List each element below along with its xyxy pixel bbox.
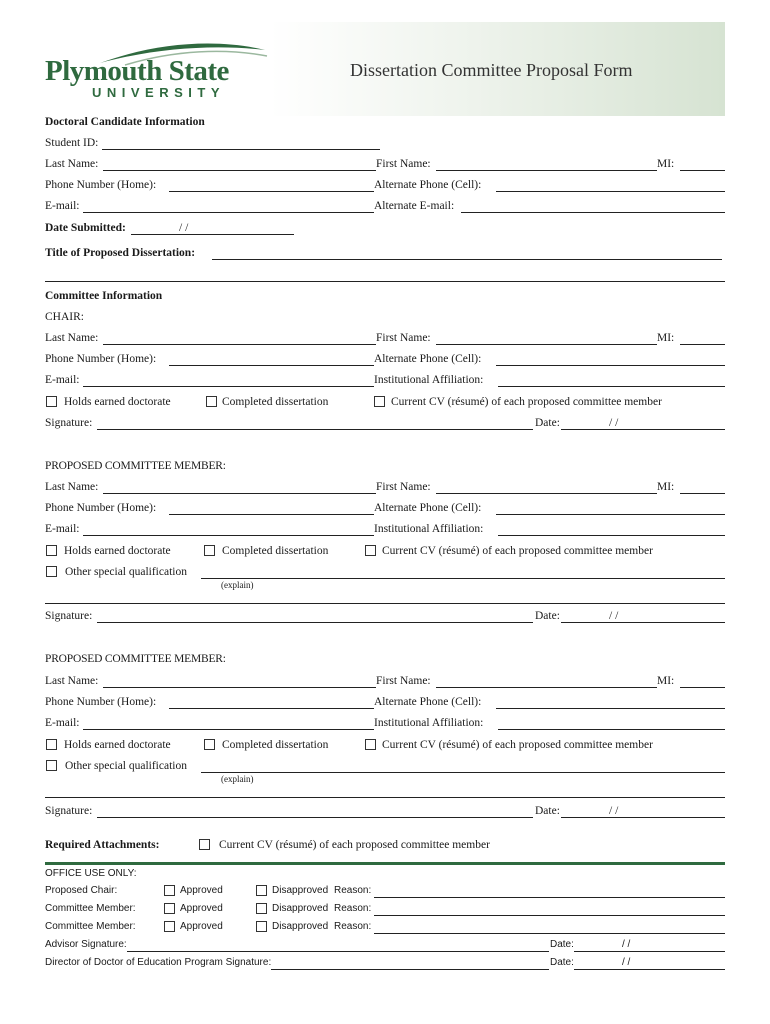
member1-name-row <box>45 480 725 496</box>
member2-date-slashes: / / <box>609 805 619 817</box>
member2-other-row <box>45 759 725 775</box>
office-member1-row <box>45 902 725 918</box>
member2-mi-field[interactable] <box>680 687 725 688</box>
office-chair-label: Proposed Chair: <box>45 885 118 896</box>
student-id-field[interactable] <box>102 149 380 150</box>
member2-doctorate-label: Holds earned doctorate <box>64 739 171 751</box>
office-chair-reason-label: Reason: <box>334 885 372 896</box>
email-field[interactable] <box>83 212 374 213</box>
advisor-signature-row <box>45 938 725 954</box>
member2-cv-label: Current CV (résumé) of each proposed committee member <box>382 739 653 751</box>
chair-doctorate-checkbox[interactable] <box>46 396 57 407</box>
member2-phone-label: Phone Number (Home): <box>45 696 157 708</box>
member2-phone-field[interactable] <box>169 708 374 709</box>
last-name-field[interactable] <box>103 170 376 171</box>
chair-affiliation-label: Institutional Affiliation: <box>374 374 484 386</box>
chair-alt-phone-field[interactable] <box>496 365 725 366</box>
director-date-slashes: / / <box>622 957 631 968</box>
member1-phone-row <box>45 501 725 517</box>
first-name-label: First Name: <box>376 158 431 170</box>
date-submitted-row <box>45 221 725 237</box>
member2-affiliation-field[interactable] <box>498 729 725 730</box>
member1-last-name-field[interactable] <box>103 493 376 494</box>
member2-other-field[interactable] <box>201 772 725 773</box>
member1-first-name-label: First Name: <box>376 481 431 493</box>
advisor-date-field[interactable] <box>574 951 725 952</box>
chair-email-label: E-mail: <box>45 374 80 386</box>
alt-phone-field[interactable] <box>496 191 725 192</box>
alt-email-label: Alternate E-mail: <box>374 200 455 212</box>
office-chair-row <box>45 884 725 900</box>
chair-first-name-field[interactable] <box>436 344 657 345</box>
member2-date-label: Date: <box>535 805 560 817</box>
attachments-label: Required Attachments: <box>45 839 160 851</box>
director-signature-row <box>45 956 725 972</box>
member2-other-label: Other special qualification <box>65 760 187 772</box>
chair-phone-row <box>45 352 725 368</box>
office-member2-row <box>45 920 725 936</box>
office-member1-reason-field[interactable] <box>374 915 725 916</box>
member2-signature-field[interactable] <box>97 817 533 818</box>
chair-last-name-field[interactable] <box>103 344 376 345</box>
chair-cv-label: Current CV (résumé) of each proposed committee member <box>391 396 662 408</box>
office-heading-row <box>45 867 725 883</box>
member1-phone-field[interactable] <box>169 514 374 515</box>
office-chair-disapproved-checkbox[interactable] <box>256 885 267 896</box>
candidate-email-row <box>45 199 725 215</box>
chair-affiliation-field[interactable] <box>498 386 725 387</box>
office-member2-disapproved-checkbox[interactable] <box>256 921 267 932</box>
office-member1-disapproved-checkbox[interactable] <box>256 903 267 914</box>
member1-cv-label: Current CV (résumé) of each proposed committee member <box>382 545 653 557</box>
member1-signature-field[interactable] <box>97 622 533 623</box>
member2-first-name-label: First Name: <box>376 675 431 687</box>
member1-dissertation-checkbox[interactable] <box>204 545 215 556</box>
member1-phone-label: Phone Number (Home): <box>45 502 157 514</box>
member1-heading-row <box>45 459 725 475</box>
date-submitted-field[interactable] <box>131 234 294 235</box>
dissertation-title-field[interactable] <box>212 259 722 260</box>
member2-last-name-field[interactable] <box>103 687 376 688</box>
office-chair-approved-checkbox[interactable] <box>164 885 175 896</box>
member1-affiliation-field[interactable] <box>498 535 725 536</box>
member1-email-field[interactable] <box>83 535 374 536</box>
section-doctoral-heading <box>45 115 725 131</box>
chair-dissertation-label: Completed dissertation <box>222 396 329 408</box>
alt-phone-label: Alternate Phone (Cell): <box>374 179 482 191</box>
chair-mi-label: MI: <box>657 332 675 344</box>
office-member2-reason-label: Reason: <box>334 921 372 932</box>
member1-mi-label: MI: <box>657 481 675 493</box>
chair-qualifications-row <box>45 395 725 411</box>
student-id-row <box>45 136 725 152</box>
phone-home-label: Phone Number (Home): <box>45 179 157 191</box>
member2-qualifications-row <box>45 738 725 754</box>
member2-heading: PROPOSED COMMITTEE MEMBER: <box>45 653 226 665</box>
director-date-field[interactable] <box>574 969 725 970</box>
email-label: E-mail: <box>45 200 80 212</box>
office-member1-reason-label: Reason: <box>334 903 372 914</box>
member2-dissertation-label: Completed dissertation <box>222 739 329 751</box>
candidate-name-row <box>45 157 725 173</box>
chair-date-field[interactable] <box>561 429 725 430</box>
member2-name-row <box>45 674 725 690</box>
member1-alt-phone-field[interactable] <box>496 514 725 515</box>
chair-cv-checkbox[interactable] <box>374 396 385 407</box>
committee-heading-row <box>45 289 725 305</box>
member2-other-checkbox[interactable] <box>46 760 57 771</box>
chair-signature-label: Signature: <box>45 417 93 429</box>
member1-email-label: E-mail: <box>45 523 80 535</box>
chair-last-name-label: Last Name: <box>45 332 99 344</box>
chair-dissertation-checkbox[interactable] <box>206 396 217 407</box>
form-title: Dissertation Committee Proposal Form <box>350 60 633 80</box>
member2-heading-row <box>45 652 725 668</box>
chair-heading-row <box>45 310 725 326</box>
member1-dissertation-label: Completed dissertation <box>222 545 329 557</box>
member1-affiliation-label: Institutional Affiliation: <box>374 523 484 535</box>
office-member2-label: Committee Member: <box>45 921 136 932</box>
member2-alt-phone-field[interactable] <box>496 708 725 709</box>
chair-mi-field[interactable] <box>680 344 725 345</box>
dissertation-title-row <box>45 246 725 262</box>
university-logo <box>45 38 229 100</box>
office-member1-approved-label: Approved <box>180 903 223 914</box>
member1-signature-label: Signature: <box>45 610 93 622</box>
member1-first-name-field[interactable] <box>436 493 657 494</box>
phone-home-field[interactable] <box>169 191 374 192</box>
advisor-signature-label: Advisor Signature: <box>45 939 127 950</box>
office-member2-reason-field[interactable] <box>374 933 725 934</box>
office-member1-approved-checkbox[interactable] <box>164 903 175 914</box>
member1-alt-phone-label: Alternate Phone (Cell): <box>374 502 482 514</box>
date-submitted-slashes: / / <box>179 222 189 234</box>
chair-phone-label: Phone Number (Home): <box>45 353 157 365</box>
member1-explain-note: (explain) <box>221 580 254 590</box>
office-heading: OFFICE USE ONLY: <box>45 868 137 879</box>
member2-affiliation-label: Institutional Affiliation: <box>374 717 484 729</box>
chair-signature-row <box>45 416 725 432</box>
member2-alt-phone-label: Alternate Phone (Cell): <box>374 696 482 708</box>
director-date-label: Date: <box>550 957 574 968</box>
chair-date-label: Date: <box>535 417 560 429</box>
member2-first-name-field[interactable] <box>436 687 657 688</box>
member2-last-name-label: Last Name: <box>45 675 99 687</box>
office-divider <box>45 862 725 865</box>
office-member1-disapproved-label: Disapproved <box>272 903 329 914</box>
member1-doctorate-checkbox[interactable] <box>46 545 57 556</box>
member2-doctorate-checkbox[interactable] <box>46 739 57 750</box>
attachments-cv-label: Current CV (résumé) of each proposed committee member <box>219 839 490 851</box>
office-member2-disapproved-label: Disapproved <box>272 921 329 932</box>
chair-signature-field[interactable] <box>97 429 533 430</box>
member1-other-checkbox[interactable] <box>46 566 57 577</box>
member1-other-label: Other special qualification <box>65 566 187 578</box>
office-chair-disapproved-label: Disapproved <box>272 885 329 896</box>
member1-other-row <box>45 565 725 581</box>
member1-date-slashes: / / <box>609 610 619 622</box>
office-member1-label: Committee Member: <box>45 903 136 914</box>
chair-doctorate-label: Holds earned doctorate <box>64 396 171 408</box>
office-member2-approved-checkbox[interactable] <box>164 921 175 932</box>
chair-phone-field[interactable] <box>169 365 374 366</box>
member1-other-line-2[interactable] <box>45 603 725 604</box>
student-id-label: Student ID: <box>45 137 99 149</box>
member2-cv-checkbox[interactable] <box>365 739 376 750</box>
member1-date-label: Date: <box>535 610 560 622</box>
member1-qualifications-row <box>45 544 725 560</box>
advisor-signature-field[interactable] <box>127 951 549 952</box>
alt-email-field[interactable] <box>461 212 725 213</box>
member1-email-row <box>45 522 725 538</box>
chair-alt-phone-label: Alternate Phone (Cell): <box>374 353 482 365</box>
member1-mi-field[interactable] <box>680 493 725 494</box>
chair-heading: CHAIR: <box>45 311 84 323</box>
director-signature-field[interactable] <box>271 969 549 970</box>
member1-other-field[interactable] <box>201 578 725 579</box>
office-chair-approved-label: Approved <box>180 885 223 896</box>
advisor-date-slashes: / / <box>622 939 631 950</box>
member1-date-field[interactable] <box>561 622 725 623</box>
last-name-label: Last Name: <box>45 158 99 170</box>
member2-phone-row <box>45 695 725 711</box>
member1-signature-row <box>45 609 725 625</box>
advisor-date-label: Date: <box>550 939 574 950</box>
member1-cv-checkbox[interactable] <box>365 545 376 556</box>
first-name-field[interactable] <box>436 170 657 171</box>
office-member2-approved-label: Approved <box>180 921 223 932</box>
attachments-cv-checkbox[interactable] <box>199 839 210 850</box>
member2-dissertation-checkbox[interactable] <box>204 739 215 750</box>
candidate-phone-row <box>45 178 725 194</box>
member1-doctorate-label: Holds earned doctorate <box>64 545 171 557</box>
logo-sub-text: UNIVERSITY <box>92 85 226 100</box>
director-signature-label: Director of Doctor of Education Program Signature: <box>45 957 272 968</box>
date-submitted-label: Date Submitted: <box>45 222 126 234</box>
member2-explain-note: (explain) <box>221 774 254 784</box>
mi-field[interactable] <box>680 170 725 171</box>
office-chair-reason-field[interactable] <box>374 897 725 898</box>
member2-mi-label: MI: <box>657 675 675 687</box>
committee-heading: Committee Information <box>45 290 163 302</box>
member1-heading: PROPOSED COMMITTEE MEMBER: <box>45 460 226 472</box>
dissertation-title-line-2[interactable] <box>45 281 725 282</box>
member2-date-field[interactable] <box>561 817 725 818</box>
chair-email-field[interactable] <box>83 386 374 387</box>
chair-date-slashes: / / <box>609 417 619 429</box>
dissertation-title-label: Title of Proposed Dissertation: <box>45 247 196 259</box>
chair-first-name-label: First Name: <box>376 332 431 344</box>
member2-other-line-2[interactable] <box>45 797 725 798</box>
logo-main-text: Plymouth State <box>45 55 229 87</box>
doctoral-heading: Doctoral Candidate Information <box>45 116 205 128</box>
member2-email-field[interactable] <box>83 729 374 730</box>
member1-last-name-label: Last Name: <box>45 481 99 493</box>
chair-name-row <box>45 331 725 347</box>
member2-email-row <box>45 716 725 732</box>
member2-signature-label: Signature: <box>45 805 93 817</box>
member2-signature-row <box>45 804 725 820</box>
member2-email-label: E-mail: <box>45 717 80 729</box>
mi-label: MI: <box>657 158 675 170</box>
chair-email-row <box>45 373 725 389</box>
attachments-row <box>45 838 725 854</box>
